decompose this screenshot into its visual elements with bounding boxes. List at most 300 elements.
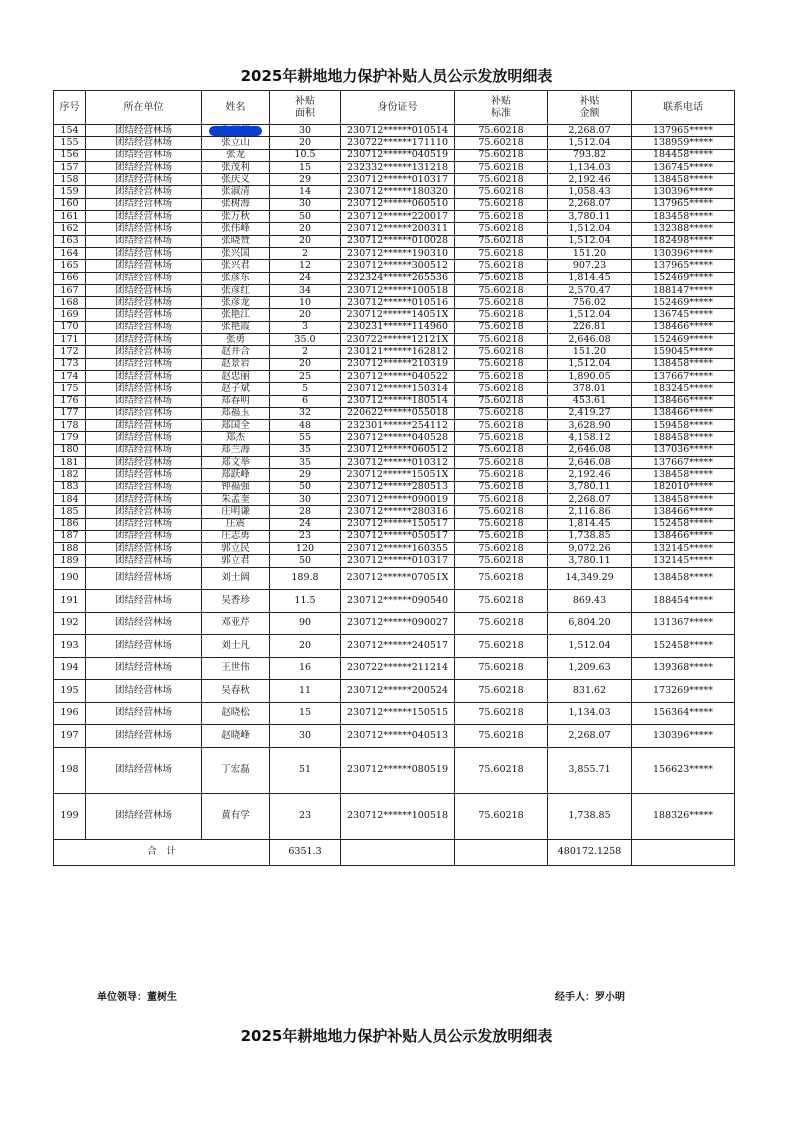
row-amount: 2,268.07 xyxy=(548,493,632,505)
row-area: 24 xyxy=(270,518,341,530)
row-phone: 138458***** xyxy=(632,567,735,590)
row-standard: 75.60218 xyxy=(455,161,548,173)
table-row xyxy=(54,198,735,210)
row-phone: 130396***** xyxy=(632,725,735,748)
total-row xyxy=(54,839,735,865)
row-phone: 183458***** xyxy=(632,211,735,223)
table-row xyxy=(54,346,735,358)
row-number: 168 xyxy=(54,297,86,309)
row-phone: 138458***** xyxy=(632,358,735,370)
row-unit: 团结经营林场 xyxy=(86,198,202,210)
row-unit: 团结经营林场 xyxy=(86,321,202,333)
row-number: 182 xyxy=(54,469,86,481)
row-phone: 138466***** xyxy=(632,395,735,407)
row-standard: 75.60218 xyxy=(455,457,548,469)
row-number: 183 xyxy=(54,481,86,493)
row-standard: 75.60218 xyxy=(455,137,548,149)
row-area: 20 xyxy=(270,309,341,321)
row-id-number: 230712******210319 xyxy=(341,358,455,370)
row-name xyxy=(202,125,270,137)
table-row xyxy=(54,223,735,235)
table-row xyxy=(54,174,735,186)
row-standard: 75.60218 xyxy=(455,346,548,358)
row-amount: 2,570.47 xyxy=(548,284,632,296)
row-standard: 75.60218 xyxy=(455,543,548,555)
table-row xyxy=(54,321,735,333)
row-phone: 159458***** xyxy=(632,420,735,432)
row-phone: 138466***** xyxy=(632,530,735,542)
row-standard: 75.60218 xyxy=(455,518,548,530)
column-header: 联系电话 xyxy=(632,91,735,125)
row-phone: 173269***** xyxy=(632,680,735,703)
row-area: 90 xyxy=(270,612,341,635)
row-phone: 137036***** xyxy=(632,444,735,456)
row-number: 193 xyxy=(54,635,86,658)
row-amount: 2,192.46 xyxy=(548,174,632,186)
row-number: 172 xyxy=(54,346,86,358)
row-unit: 团结经营林场 xyxy=(86,635,202,658)
row-number: 180 xyxy=(54,444,86,456)
row-unit: 团结经营林场 xyxy=(86,493,202,505)
table-row xyxy=(54,370,735,382)
row-number: 163 xyxy=(54,235,86,247)
row-area: 30 xyxy=(270,493,341,505)
row-standard: 75.60218 xyxy=(455,432,548,444)
table-row xyxy=(54,590,735,613)
row-area: 189.8 xyxy=(270,567,341,590)
row-phone: 138458***** xyxy=(632,493,735,505)
row-id-number: 230712******150517 xyxy=(341,518,455,530)
row-unit: 团结经营林场 xyxy=(86,395,202,407)
row-name: 张兴国 xyxy=(202,247,270,259)
row-name: 郑文举 xyxy=(202,457,270,469)
row-amount: 3,855.71 xyxy=(548,747,632,793)
row-name: 张艳霞 xyxy=(202,321,270,333)
row-area: 10 xyxy=(270,297,341,309)
row-id-number: 230712******040522 xyxy=(341,370,455,382)
row-id-number: 230712******050517 xyxy=(341,530,455,542)
row-unit: 团结经营林场 xyxy=(86,247,202,259)
row-unit: 团结经营林场 xyxy=(86,260,202,272)
row-unit: 团结经营林场 xyxy=(86,457,202,469)
row-phone: 188454***** xyxy=(632,590,735,613)
row-standard: 75.60218 xyxy=(455,469,548,481)
row-standard: 75.60218 xyxy=(455,235,548,247)
row-number: 198 xyxy=(54,747,86,793)
row-id-number: 230712******010312 xyxy=(341,457,455,469)
row-unit: 团结经营林场 xyxy=(86,383,202,395)
table-row xyxy=(54,358,735,370)
row-standard: 75.60218 xyxy=(455,247,548,259)
row-id-number: 230712******280513 xyxy=(341,481,455,493)
row-id-number: 230231******114960 xyxy=(341,321,455,333)
row-number: 158 xyxy=(54,174,86,186)
row-name: 赵井合 xyxy=(202,346,270,358)
row-id-number: 230712******150314 xyxy=(341,383,455,395)
row-name: 丁宏磊 xyxy=(202,747,270,793)
row-amount: 9,072.26 xyxy=(548,543,632,555)
row-id-number: 230712******15051X xyxy=(341,469,455,481)
row-amount: 3,780.11 xyxy=(548,481,632,493)
row-name: 张茂利 xyxy=(202,161,270,173)
row-unit: 团结经营林场 xyxy=(86,309,202,321)
row-amount: 3,780.11 xyxy=(548,211,632,223)
row-number: 157 xyxy=(54,161,86,173)
column-header: 姓名 xyxy=(202,91,270,125)
table-row xyxy=(54,657,735,680)
highlighted-name: 张蓝蓝 xyxy=(209,126,262,136)
row-phone: 138466***** xyxy=(632,407,735,419)
row-standard: 75.60218 xyxy=(455,793,548,839)
table-row xyxy=(54,407,735,419)
row-standard: 75.60218 xyxy=(455,284,548,296)
row-phone: 137667***** xyxy=(632,457,735,469)
row-id-number: 230712******090540 xyxy=(341,590,455,613)
row-phone: 139368***** xyxy=(632,657,735,680)
row-unit: 团结经营林场 xyxy=(86,186,202,198)
row-name: 赵晓峰 xyxy=(202,725,270,748)
row-id-number: 230712******14051X xyxy=(341,309,455,321)
row-phone: 182010***** xyxy=(632,481,735,493)
row-id-number: 230712******240517 xyxy=(341,635,455,658)
total-phone-empty xyxy=(632,839,735,865)
row-unit: 团结经营林场 xyxy=(86,149,202,161)
row-amount: 3,780.11 xyxy=(548,555,632,567)
column-header: 所在单位 xyxy=(86,91,202,125)
row-id-number: 230712******060510 xyxy=(341,198,455,210)
row-phone: 131367***** xyxy=(632,612,735,635)
row-amount: 4,158.12 xyxy=(548,432,632,444)
row-id-number: 230712******040519 xyxy=(341,149,455,161)
table-row xyxy=(54,725,735,748)
row-name: 张彦东 xyxy=(202,272,270,284)
row-number: 160 xyxy=(54,198,86,210)
row-phone: 156364***** xyxy=(632,702,735,725)
row-area: 12 xyxy=(270,260,341,272)
table-row xyxy=(54,211,735,223)
row-standard: 75.60218 xyxy=(455,407,548,419)
row-phone: 137965***** xyxy=(632,198,735,210)
row-unit: 团结经营林场 xyxy=(86,235,202,247)
row-amount: 151.20 xyxy=(548,247,632,259)
row-amount: 2,268.07 xyxy=(548,125,632,137)
table-row xyxy=(54,793,735,839)
table-row xyxy=(54,612,735,635)
row-area: 25 xyxy=(270,370,341,382)
row-id-number: 230712******010028 xyxy=(341,235,455,247)
row-name: 郑兰海 xyxy=(202,444,270,456)
row-standard: 75.60218 xyxy=(455,530,548,542)
row-unit: 团结经营林场 xyxy=(86,444,202,456)
row-number: 188 xyxy=(54,543,86,555)
row-amount: 2,646.08 xyxy=(548,457,632,469)
row-phone: 183245***** xyxy=(632,383,735,395)
table-row xyxy=(54,457,735,469)
table-row xyxy=(54,161,735,173)
row-id-number: 230712******180320 xyxy=(341,186,455,198)
row-area: 11.5 xyxy=(270,590,341,613)
row-standard: 75.60218 xyxy=(455,395,548,407)
table-row xyxy=(54,481,735,493)
row-standard: 75.60218 xyxy=(455,444,548,456)
row-area: 34 xyxy=(270,284,341,296)
row-standard: 75.60218 xyxy=(455,211,548,223)
table-row xyxy=(54,395,735,407)
row-number: 191 xyxy=(54,590,86,613)
table-row xyxy=(54,747,735,793)
row-amount: 1,814.45 xyxy=(548,272,632,284)
row-amount: 1,738.85 xyxy=(548,793,632,839)
table-row xyxy=(54,702,735,725)
row-unit: 团结经营林场 xyxy=(86,530,202,542)
row-phone: 184458***** xyxy=(632,149,735,161)
table-row xyxy=(54,125,735,137)
row-name: 庄志勇 xyxy=(202,530,270,542)
row-area: 30 xyxy=(270,725,341,748)
total-area: 6351.3 xyxy=(270,839,341,865)
row-area: 20 xyxy=(270,358,341,370)
column-header: 补贴 面积 xyxy=(270,91,341,125)
row-area: 2 xyxy=(270,247,341,259)
row-amount: 756.02 xyxy=(548,297,632,309)
row-number: 173 xyxy=(54,358,86,370)
row-unit: 团结经营林场 xyxy=(86,272,202,284)
row-amount: 2,116.86 xyxy=(548,506,632,518)
row-amount: 2,646.08 xyxy=(548,334,632,346)
row-phone: 188458***** xyxy=(632,432,735,444)
row-number: 199 xyxy=(54,793,86,839)
row-name: 庄明谦 xyxy=(202,506,270,518)
row-amount: 151.20 xyxy=(548,346,632,358)
row-standard: 75.60218 xyxy=(455,370,548,382)
row-id-number: 230712******080519 xyxy=(341,747,455,793)
total-amount: 480172.1258 xyxy=(548,839,632,865)
row-area: 23 xyxy=(270,793,341,839)
row-name: 张晓赞 xyxy=(202,235,270,247)
row-id-number: 232324******265536 xyxy=(341,272,455,284)
row-name: 郭立君 xyxy=(202,555,270,567)
row-unit: 团结经营林场 xyxy=(86,223,202,235)
row-amount: 226.81 xyxy=(548,321,632,333)
row-name: 郑春明 xyxy=(202,395,270,407)
row-amount: 2,268.07 xyxy=(548,198,632,210)
row-number: 167 xyxy=(54,284,86,296)
row-area: 5 xyxy=(270,383,341,395)
row-id-number: 230712******180514 xyxy=(341,395,455,407)
row-amount: 1,134.03 xyxy=(548,161,632,173)
row-number: 197 xyxy=(54,725,86,748)
row-number: 161 xyxy=(54,211,86,223)
row-id-number: 230712******100518 xyxy=(341,284,455,296)
row-area: 35 xyxy=(270,457,341,469)
handler: 经手人：罗小明 xyxy=(555,992,625,1003)
row-name: 赵景岩 xyxy=(202,358,270,370)
row-amount: 14,349.29 xyxy=(548,567,632,590)
row-id-number: 230712******200524 xyxy=(341,680,455,703)
row-area: 30 xyxy=(270,125,341,137)
row-amount: 1,512.04 xyxy=(548,223,632,235)
row-unit: 团结经营林场 xyxy=(86,555,202,567)
column-header: 身份证号 xyxy=(341,91,455,125)
row-id-number: 232301******254112 xyxy=(341,420,455,432)
row-id-number: 230712******090019 xyxy=(341,493,455,505)
row-standard: 75.60218 xyxy=(455,680,548,703)
row-unit: 团结经营林场 xyxy=(86,793,202,839)
row-name: 吴香珍 xyxy=(202,590,270,613)
row-amount: 907.23 xyxy=(548,260,632,272)
row-area: 50 xyxy=(270,555,341,567)
row-number: 169 xyxy=(54,309,86,321)
row-number: 165 xyxy=(54,260,86,272)
table-row xyxy=(54,383,735,395)
row-standard: 75.60218 xyxy=(455,506,548,518)
row-id-number: 232332******131218 xyxy=(341,161,455,173)
row-unit: 团结经营林场 xyxy=(86,125,202,137)
row-name: 张艳江 xyxy=(202,309,270,321)
row-unit: 团结经营林场 xyxy=(86,543,202,555)
row-standard: 75.60218 xyxy=(455,321,548,333)
row-id-number: 230712******090027 xyxy=(341,612,455,635)
row-standard: 75.60218 xyxy=(455,747,548,793)
column-header: 补贴 标准 xyxy=(455,91,548,125)
row-unit: 团结经营林场 xyxy=(86,137,202,149)
row-standard: 75.60218 xyxy=(455,725,548,748)
row-number: 166 xyxy=(54,272,86,284)
row-standard: 75.60218 xyxy=(455,383,548,395)
table-row xyxy=(54,506,735,518)
row-id-number: 230712******060512 xyxy=(341,444,455,456)
table-row xyxy=(54,309,735,321)
row-name: 吴春秋 xyxy=(202,680,270,703)
row-id-number: 230712******200311 xyxy=(341,223,455,235)
row-area: 35 xyxy=(270,444,341,456)
row-number: 159 xyxy=(54,186,86,198)
row-number: 184 xyxy=(54,493,86,505)
table-row xyxy=(54,680,735,703)
row-area: 20 xyxy=(270,235,341,247)
row-name: 刘士凡 xyxy=(202,635,270,658)
row-unit: 团结经营林场 xyxy=(86,518,202,530)
row-phone: 137965***** xyxy=(632,125,735,137)
row-number: 154 xyxy=(54,125,86,137)
table-row xyxy=(54,284,735,296)
row-number: 185 xyxy=(54,506,86,518)
row-area: 51 xyxy=(270,747,341,793)
row-phone: 152469***** xyxy=(632,272,735,284)
row-number: 194 xyxy=(54,657,86,680)
row-id-number: 230722******171110 xyxy=(341,137,455,149)
row-unit: 团结经营林场 xyxy=(86,407,202,419)
row-name: 郑福玉 xyxy=(202,407,270,419)
row-phone: 132145***** xyxy=(632,555,735,567)
row-phone: 136745***** xyxy=(632,309,735,321)
row-unit: 团结经营林场 xyxy=(86,211,202,223)
row-number: 192 xyxy=(54,612,86,635)
row-id-number: 230712******160355 xyxy=(341,543,455,555)
row-area: 35.0 xyxy=(270,334,341,346)
row-unit: 团结经营林场 xyxy=(86,567,202,590)
table-row xyxy=(54,444,735,456)
total-id-empty xyxy=(341,839,455,865)
row-area: 24 xyxy=(270,272,341,284)
row-name: 黄有学 xyxy=(202,793,270,839)
row-area: 16 xyxy=(270,657,341,680)
row-id-number: 230722******211214 xyxy=(341,657,455,680)
table-row xyxy=(54,543,735,555)
row-phone: 152458***** xyxy=(632,635,735,658)
row-standard: 75.60218 xyxy=(455,702,548,725)
row-number: 170 xyxy=(54,321,86,333)
row-name: 钟福强 xyxy=(202,481,270,493)
row-phone: 138466***** xyxy=(632,506,735,518)
row-id-number: 230712******010516 xyxy=(341,297,455,309)
row-name: 郑跃峰 xyxy=(202,469,270,481)
row-amount: 2,419.27 xyxy=(548,407,632,419)
row-number: 181 xyxy=(54,457,86,469)
row-amount: 1,512.04 xyxy=(548,309,632,321)
row-amount: 6,804.20 xyxy=(548,612,632,635)
row-unit: 团结经营林场 xyxy=(86,420,202,432)
row-amount: 1,814.45 xyxy=(548,518,632,530)
row-phone: 138458***** xyxy=(632,469,735,481)
row-phone: 188326***** xyxy=(632,793,735,839)
row-area: 20 xyxy=(270,137,341,149)
row-id-number: 230722******12121X xyxy=(341,334,455,346)
row-number: 177 xyxy=(54,407,86,419)
row-standard: 75.60218 xyxy=(455,358,548,370)
row-unit: 团结经营林场 xyxy=(86,481,202,493)
row-unit: 团结经营林场 xyxy=(86,432,202,444)
row-phone: 156623***** xyxy=(632,747,735,793)
row-standard: 75.60218 xyxy=(455,493,548,505)
table-row xyxy=(54,137,735,149)
table-row xyxy=(54,235,735,247)
row-number: 187 xyxy=(54,530,86,542)
row-number: 171 xyxy=(54,334,86,346)
row-unit: 团结经营林场 xyxy=(86,469,202,481)
row-name: 赵忠丽 xyxy=(202,370,270,382)
row-phone: 152458***** xyxy=(632,518,735,530)
row-area: 15 xyxy=(270,161,341,173)
row-standard: 75.60218 xyxy=(455,420,548,432)
row-standard: 75.60218 xyxy=(455,334,548,346)
row-amount: 453.61 xyxy=(548,395,632,407)
row-id-number: 230712******190310 xyxy=(341,247,455,259)
table-row xyxy=(54,297,735,309)
row-area: 30 xyxy=(270,198,341,210)
row-name: 朱孟奎 xyxy=(202,493,270,505)
row-amount: 1,058.43 xyxy=(548,186,632,198)
row-phone: 159045***** xyxy=(632,346,735,358)
row-name: 庄震 xyxy=(202,518,270,530)
table-row xyxy=(54,149,735,161)
row-area: 2 xyxy=(270,346,341,358)
row-name: 赵子斌 xyxy=(202,383,270,395)
column-header: 补贴 金额 xyxy=(548,91,632,125)
row-standard: 75.60218 xyxy=(455,272,548,284)
row-standard: 75.60218 xyxy=(455,555,548,567)
row-standard: 75.60218 xyxy=(455,590,548,613)
row-unit: 团结经营林场 xyxy=(86,702,202,725)
total-label: 合 计 xyxy=(54,839,270,865)
row-number: 174 xyxy=(54,370,86,382)
row-unit: 团结经营林场 xyxy=(86,284,202,296)
row-unit: 团结经营林场 xyxy=(86,334,202,346)
subsidy-table xyxy=(53,90,735,866)
row-phone: 152469***** xyxy=(632,334,735,346)
row-area: 29 xyxy=(270,174,341,186)
row-id-number: 230712******100518 xyxy=(341,793,455,839)
